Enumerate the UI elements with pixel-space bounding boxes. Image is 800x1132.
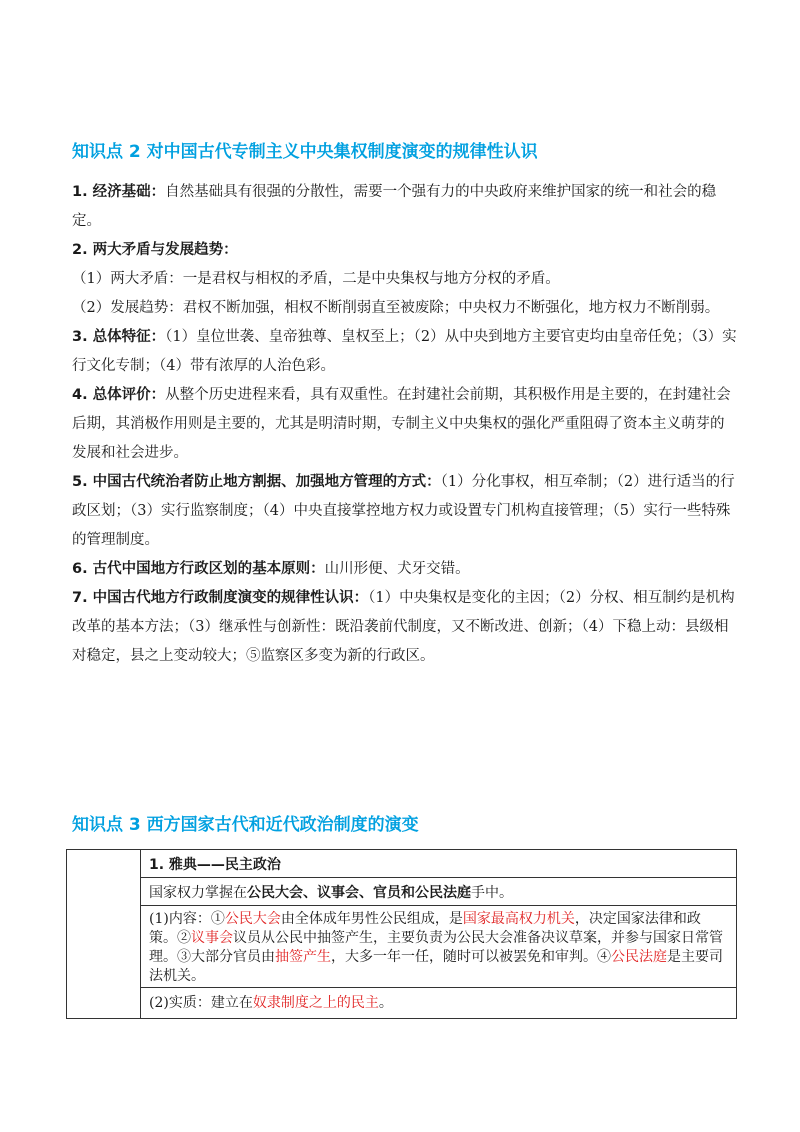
item-contradictions-detail: （1）两大矛盾：一是君权与相权的矛盾，二是中央集权与地方分权的矛盾。 (72, 271, 560, 287)
plain-text: (1)内容：① (149, 911, 225, 927)
section-3-title: 知识点 3 西方国家古代和近代政治制度的演变 (72, 815, 419, 835)
item-two-contradictions: 2. 两大矛盾与发展趋势： (72, 242, 238, 258)
section-2-title: 知识点 2 对中国古代专制主义中央集权制度演变的规律性认识 (72, 142, 538, 162)
plain-text: 议员从公民中抽签产生，主要负责为公民大会准备决议草案，并参与国家日常管理。③大部分官员由 (149, 930, 723, 965)
table-content-row (141, 906, 736, 988)
plain-text: ，决定国家法律和政策。② (149, 911, 701, 946)
plain-text: 是主要司法机关。 (149, 949, 723, 984)
section-2-body (72, 178, 738, 671)
item-local-management: 5. 中国古代统治者防止地方割据、加强地方管理的方式：（1）分化事权，相互牵制；（2）进行适当的行政区划；（3）实行监察制度；（4）中央直接掌控地方权力或设置专门机构直接管理；（5）实行一些特殊的管理制度。 (72, 474, 735, 548)
highlight-text: 议事会 (191, 930, 233, 946)
highlight-text: 奴隶制度之上的民主 (252, 995, 379, 1011)
table-left-cell (67, 850, 141, 1018)
item-economic-basis: 1. 经济基础：自然基础具有很强的分散性，需要一个强有力的中央政府来维护国家的统一和社会的稳定。 (72, 184, 717, 229)
item-evolution-rules: 7. 中国古代地方行政制度演变的规律性认识：（1）中央集权是变化的主因；（2）分权、相互制约是机构改革的基本方法；（3）继承性与创新性：既沿袭前代制度，又不断改进、创新；（4）下稳上动：县级相对稳定，县之上变动较大；⑤监察区多变为新的行政区。 (72, 590, 735, 664)
table-power-row: 国家权力掌握在公民大会、议事会、官员和公民法庭手中。 (141, 878, 736, 906)
item-overall-features: 3. 总体特征：（1）皇位世袭、皇帝独尊、皇权至上；（2）从中央到地方主要官吏均由皇帝任免；（3）实行文化专制；（4）带有浓厚的人治色彩。 (72, 329, 737, 374)
table-heading-row (141, 850, 736, 878)
item-overall-evaluation: 4. 总体评价：从整个历史进程来看，具有双重性。在封建社会前期，其积极作用是主要的，在封建社会后期，其消极作用则是主要的，尤其是明清时期，专制主义中央集权的强化严重阻碍了资本主义萌芽的发展和社会进步。 (72, 387, 731, 461)
athens-heading: 1. 雅典——民主政治 (149, 857, 281, 873)
highlight-text: 抽签产生 (275, 949, 331, 965)
highlight-text: 公民大会 (224, 911, 281, 927)
plain-text: 。 (378, 995, 393, 1011)
table-right-cell (141, 850, 736, 1018)
item-trend-detail: （2）发展趋势：君权不断加强，相权不断削弱直至被废除；中央权力不断强化，地方权力不断削弱。 (72, 300, 720, 316)
plain-text: ，大多一年一任，随时可以被罢免和审判。④ (331, 949, 611, 965)
highlight-text: 国家最高权力机关 (462, 911, 575, 927)
item-division-principles: 6. 古代中国地方行政区划的基本原则：山川形便、犬牙交错。 (72, 561, 470, 577)
table-essence-row (141, 988, 736, 1018)
plain-text: (2)实质：建立在 (149, 995, 253, 1011)
athens-table (66, 849, 737, 1019)
plain-text: 由全体成年男性公民组成，是 (280, 911, 463, 927)
highlight-text: 公民法庭 (611, 949, 667, 965)
